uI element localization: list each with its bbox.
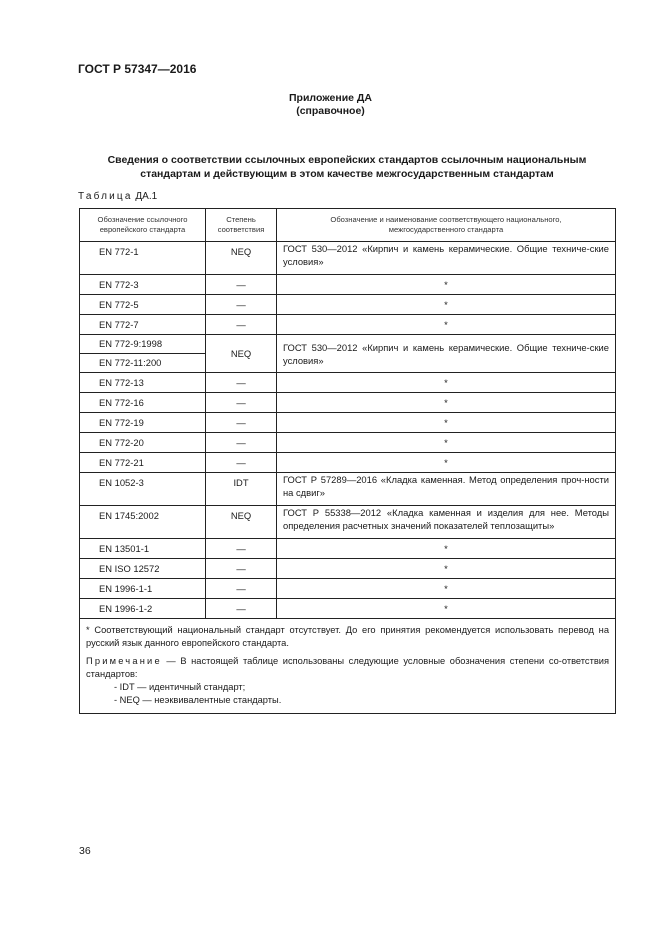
table-row bbox=[80, 579, 616, 599]
column-header-degree: Степень соответствия bbox=[206, 209, 277, 242]
cell-standard: EN 772-5 bbox=[80, 295, 206, 315]
cell-standard: EN 772-11:200 bbox=[80, 353, 205, 372]
note-word: Примечание bbox=[86, 656, 162, 666]
cell-standard: EN 772-1 bbox=[80, 242, 206, 275]
cell-national: * bbox=[277, 275, 616, 295]
cell-national: * bbox=[277, 393, 616, 413]
cell-standard: EN 772-21 bbox=[80, 453, 206, 473]
table-row bbox=[80, 473, 616, 506]
table-row bbox=[80, 453, 616, 473]
heading-line-1: Сведения о соответствии ссылочных европейских стандартов ссылочным национальным bbox=[107, 154, 587, 166]
cell-standard: EN 772-9:1998 bbox=[99, 338, 163, 349]
cell-degree: — bbox=[206, 295, 277, 315]
cell-standard: EN 772-13 bbox=[80, 373, 206, 393]
page-number: 36 bbox=[79, 845, 91, 857]
cell-standard: EN 13501-1 bbox=[80, 539, 206, 559]
table-caption-id: ДА.1 bbox=[135, 191, 158, 202]
table-row bbox=[80, 506, 616, 539]
table-row bbox=[80, 433, 616, 453]
table-notes-row bbox=[80, 619, 616, 714]
table-row bbox=[80, 295, 616, 315]
cell-national: * bbox=[277, 413, 616, 433]
cell-standard: EN 1996-1-1 bbox=[80, 579, 206, 599]
cell-degree: — bbox=[206, 599, 277, 619]
cell-standard: EN ISO 12572 bbox=[80, 559, 206, 579]
table-row bbox=[80, 275, 616, 295]
column-header-national: Обозначение и наименование соответствующего национального, межгосударственного стандарта bbox=[277, 209, 616, 242]
table-row bbox=[80, 393, 616, 413]
cell-degree: — bbox=[206, 393, 277, 413]
appendix-block bbox=[0, 92, 661, 118]
appendix-title: Приложение ДА bbox=[289, 92, 372, 104]
note-neq: - NEQ — неэквивалентные стандарты. bbox=[114, 695, 282, 705]
cell-national: * bbox=[277, 315, 616, 335]
cell-degree: NEQ bbox=[206, 506, 277, 539]
column-header-standard: Обозначение ссылочного европейского стандарта bbox=[80, 209, 206, 242]
table-row bbox=[80, 599, 616, 619]
cell-standard: EN 1052-3 bbox=[80, 473, 206, 506]
cell-degree: — bbox=[206, 453, 277, 473]
table-header-row bbox=[80, 209, 616, 242]
table-caption bbox=[78, 191, 157, 202]
cell-standard: EN 772-16 bbox=[80, 393, 206, 413]
cell-standard: EN 772-7 bbox=[80, 315, 206, 335]
cell-national: ГОСТ Р 55338—2012 «Кладка каменная и изделия для нее. Методы определения расчетных значений показателей теплозащиты» bbox=[277, 506, 616, 539]
table-caption-word: Таблица bbox=[78, 191, 133, 202]
table-row bbox=[80, 335, 616, 373]
cell-national: * bbox=[277, 539, 616, 559]
cell-standard: EN 772-3 bbox=[80, 275, 206, 295]
cell-degree: — bbox=[206, 315, 277, 335]
note-text: — В настоящей таблице использованы следующие условные обозначения степени со-ответствия стандартов: bbox=[86, 656, 609, 679]
cell-standard: EN 1745:2002 bbox=[80, 506, 206, 539]
cell-national: ГОСТ Р 57289—2016 «Кладка каменная. Метод определения проч-ности на сдвиг» bbox=[277, 473, 616, 506]
cell-standard: EN 1996-1-2 bbox=[80, 599, 206, 619]
cell-standard-pair bbox=[80, 335, 206, 373]
cell-national: ГОСТ 530—2012 «Кирпич и камень керамические. Общие техниче-ские условия» bbox=[277, 242, 616, 275]
table-row bbox=[80, 373, 616, 393]
section-heading bbox=[80, 153, 614, 181]
correspondence-table bbox=[79, 208, 616, 714]
cell-national: * bbox=[277, 295, 616, 315]
table-row bbox=[80, 559, 616, 579]
notes-cell bbox=[80, 619, 616, 714]
cell-national: * bbox=[277, 433, 616, 453]
cell-standard: EN 772-20 bbox=[80, 433, 206, 453]
heading-line-2: стандартам и действующим в этом качестве межгосударственным стандартам bbox=[140, 168, 554, 180]
table-row bbox=[80, 242, 616, 275]
footnote: * Соответствующий национальный стандарт отсутствует. До его принятия рекомендуется использовать перевод на русский язык данного европейского стандарта. bbox=[86, 625, 609, 648]
document-code: ГОСТ Р 57347—2016 bbox=[78, 62, 197, 76]
cell-degree: — bbox=[206, 373, 277, 393]
cell-national: * bbox=[277, 599, 616, 619]
cell-national: * bbox=[277, 559, 616, 579]
cell-degree: NEQ bbox=[206, 242, 277, 275]
note-idt: - IDT — идентичный стандарт; bbox=[114, 682, 246, 692]
appendix-subtitle: (справочное) bbox=[296, 105, 365, 117]
cell-degree: — bbox=[206, 413, 277, 433]
cell-national: ГОСТ 530—2012 «Кирпич и камень керамические. Общие техниче-ские условия» bbox=[277, 335, 616, 373]
cell-national: * bbox=[277, 579, 616, 599]
cell-degree: — bbox=[206, 433, 277, 453]
cell-degree: — bbox=[206, 539, 277, 559]
cell-degree: — bbox=[206, 275, 277, 295]
cell-standard: EN 772-19 bbox=[80, 413, 206, 433]
table-row bbox=[80, 315, 616, 335]
table-row bbox=[80, 539, 616, 559]
cell-national: * bbox=[277, 453, 616, 473]
cell-degree: NEQ bbox=[206, 335, 277, 373]
cell-degree: — bbox=[206, 559, 277, 579]
cell-national: * bbox=[277, 373, 616, 393]
note-paragraph bbox=[86, 655, 609, 681]
cell-degree: — bbox=[206, 579, 277, 599]
cell-degree: IDT bbox=[206, 473, 277, 506]
table-row bbox=[80, 413, 616, 433]
